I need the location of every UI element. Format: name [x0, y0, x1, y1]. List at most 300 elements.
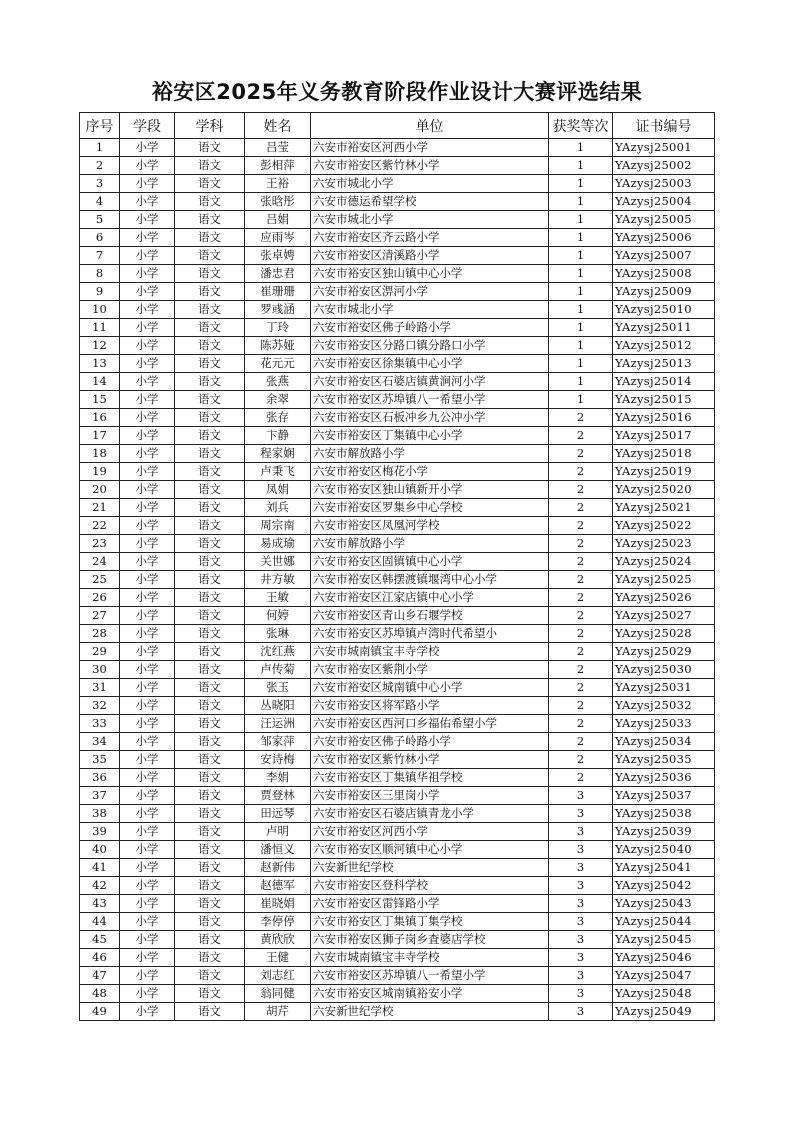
cell-stage: 小学 — [120, 679, 175, 697]
cell-award-level: 2 — [549, 481, 613, 499]
cell-unit: 六安市德运希望学校 — [311, 193, 549, 211]
cell-stage: 小学 — [120, 823, 175, 841]
cell-unit: 六安市裕安区齐云路小学 — [311, 229, 549, 247]
table-row — [80, 625, 715, 643]
table-row — [80, 787, 715, 805]
cell-index: 47 — [80, 967, 120, 985]
cell-unit: 六安市裕安区清溪路小学 — [311, 247, 549, 265]
table-row — [80, 391, 715, 409]
cell-index: 46 — [80, 949, 120, 967]
cell-name: 潘恒义 — [245, 841, 311, 859]
cell-stage: 小学 — [120, 733, 175, 751]
cell-stage: 小学 — [120, 247, 175, 265]
cell-index: 12 — [80, 337, 120, 355]
table-row — [80, 211, 715, 229]
cell-unit: 六安市裕安区紫荆小学 — [311, 661, 549, 679]
cell-index: 49 — [80, 1003, 120, 1021]
table-row — [80, 517, 715, 535]
cell-award-level: 2 — [549, 499, 613, 517]
cell-name: 丛晓阳 — [245, 697, 311, 715]
cell-certificate-number: YAzysj25003 — [613, 175, 715, 193]
cell-unit: 六安市城北小学 — [311, 211, 549, 229]
table-row — [80, 229, 715, 247]
cell-index: 21 — [80, 499, 120, 517]
cell-stage: 小学 — [120, 391, 175, 409]
table-row — [80, 553, 715, 571]
table-row — [80, 265, 715, 283]
cell-certificate-number: YAzysj25019 — [613, 463, 715, 481]
cell-stage: 小学 — [120, 985, 175, 1003]
cell-subject: 语文 — [175, 913, 245, 931]
page-title: 裕安区2025年义务教育阶段作业设计大赛评选结果 — [151, 80, 643, 104]
cell-certificate-number: YAzysj25017 — [613, 427, 715, 445]
cell-unit: 六安市裕安区顺河镇中心小学 — [311, 841, 549, 859]
cell-subject: 语文 — [175, 535, 245, 553]
cell-award-level: 3 — [549, 859, 613, 877]
table-row — [80, 607, 715, 625]
table-row — [80, 661, 715, 679]
cell-name: 崔珊珊 — [245, 283, 311, 301]
cell-unit: 六安市裕安区登科学校 — [311, 877, 549, 895]
cell-stage: 小学 — [120, 859, 175, 877]
cell-index: 35 — [80, 751, 120, 769]
cell-subject: 语文 — [175, 967, 245, 985]
cell-stage: 小学 — [120, 535, 175, 553]
table-row — [80, 427, 715, 445]
cell-certificate-number: YAzysj25007 — [613, 247, 715, 265]
table-row — [80, 895, 715, 913]
cell-unit: 六安市裕安区丁集镇中心小学 — [311, 427, 549, 445]
header-unit: 单位 — [311, 113, 549, 139]
cell-index: 14 — [80, 373, 120, 391]
cell-award-level: 2 — [549, 553, 613, 571]
cell-stage: 小学 — [120, 319, 175, 337]
table-row — [80, 751, 715, 769]
cell-stage: 小学 — [120, 553, 175, 571]
cell-award-level: 2 — [549, 643, 613, 661]
cell-subject: 语文 — [175, 481, 245, 499]
cell-unit: 六安市城南镇宝丰寺学校 — [311, 643, 549, 661]
table-row — [80, 967, 715, 985]
cell-stage: 小学 — [120, 355, 175, 373]
cell-stage: 小学 — [120, 445, 175, 463]
cell-name: 井方敏 — [245, 571, 311, 589]
cell-name: 潘忠君 — [245, 265, 311, 283]
cell-award-level: 2 — [549, 751, 613, 769]
cell-stage: 小学 — [120, 589, 175, 607]
cell-unit: 六安市裕安区固镇镇中心小学 — [311, 553, 549, 571]
cell-award-level: 1 — [549, 211, 613, 229]
cell-subject: 语文 — [175, 445, 245, 463]
cell-certificate-number: YAzysj25034 — [613, 733, 715, 751]
cell-subject: 语文 — [175, 211, 245, 229]
cell-certificate-number: YAzysj25044 — [613, 913, 715, 931]
cell-subject: 语文 — [175, 985, 245, 1003]
cell-index: 41 — [80, 859, 120, 877]
cell-award-level: 1 — [549, 193, 613, 211]
cell-certificate-number: YAzysj25043 — [613, 895, 715, 913]
cell-award-level: 1 — [549, 265, 613, 283]
cell-subject: 语文 — [175, 139, 245, 157]
cell-index: 38 — [80, 805, 120, 823]
cell-name: 彭相萍 — [245, 157, 311, 175]
cell-certificate-number: YAzysj25026 — [613, 589, 715, 607]
cell-subject: 语文 — [175, 265, 245, 283]
table-row — [80, 319, 715, 337]
cell-stage: 小学 — [120, 877, 175, 895]
cell-unit: 六安市裕安区石婆店镇青龙小学 — [311, 805, 549, 823]
cell-name: 王裕 — [245, 175, 311, 193]
cell-subject: 语文 — [175, 589, 245, 607]
cell-unit: 六安市裕安区青山乡石堰学校 — [311, 607, 549, 625]
cell-unit: 六安市裕安区紫竹林小学 — [311, 751, 549, 769]
cell-award-level: 3 — [549, 967, 613, 985]
cell-stage: 小学 — [120, 895, 175, 913]
cell-certificate-number: YAzysj25027 — [613, 607, 715, 625]
cell-unit: 六安市裕安区分路口镇分路口小学 — [311, 337, 549, 355]
cell-unit: 六安市裕安区河西小学 — [311, 139, 549, 157]
cell-award-level: 2 — [549, 535, 613, 553]
cell-unit: 六安市裕安区梅花小学 — [311, 463, 549, 481]
cell-certificate-number: YAzysj25013 — [613, 355, 715, 373]
table-row — [80, 985, 715, 1003]
cell-stage: 小学 — [120, 805, 175, 823]
cell-subject: 语文 — [175, 931, 245, 949]
cell-subject: 语文 — [175, 751, 245, 769]
cell-stage: 小学 — [120, 931, 175, 949]
cell-certificate-number: YAzysj25024 — [613, 553, 715, 571]
cell-name: 应雨岑 — [245, 229, 311, 247]
cell-name: 何婷 — [245, 607, 311, 625]
cell-name: 罗彧涵 — [245, 301, 311, 319]
cell-name: 周宗南 — [245, 517, 311, 535]
cell-certificate-number: YAzysj25031 — [613, 679, 715, 697]
cell-index: 7 — [80, 247, 120, 265]
cell-name: 赵德军 — [245, 877, 311, 895]
cell-index: 18 — [80, 445, 120, 463]
cell-award-level: 1 — [549, 229, 613, 247]
cell-index: 26 — [80, 589, 120, 607]
cell-unit: 六安市裕安区城南镇裕安小学 — [311, 985, 549, 1003]
cell-stage: 小学 — [120, 409, 175, 427]
cell-subject: 语文 — [175, 373, 245, 391]
table-row — [80, 247, 715, 265]
cell-subject: 语文 — [175, 859, 245, 877]
cell-certificate-number: YAzysj25030 — [613, 661, 715, 679]
cell-subject: 语文 — [175, 697, 245, 715]
cell-stage: 小学 — [120, 373, 175, 391]
cell-unit: 六安市裕安区将军路小学 — [311, 697, 549, 715]
cell-award-level: 3 — [549, 823, 613, 841]
cell-name: 田远琴 — [245, 805, 311, 823]
cell-unit: 六安市城北小学 — [311, 301, 549, 319]
cell-certificate-number: YAzysj25047 — [613, 967, 715, 985]
table-row — [80, 823, 715, 841]
cell-unit: 六安市解放路小学 — [311, 535, 549, 553]
table-row — [80, 193, 715, 211]
cell-award-level: 2 — [549, 607, 613, 625]
cell-stage: 小学 — [120, 427, 175, 445]
table-row — [80, 499, 715, 517]
cell-subject: 语文 — [175, 787, 245, 805]
cell-certificate-number: YAzysj25036 — [613, 769, 715, 787]
cell-name: 吕莹 — [245, 139, 311, 157]
cell-unit: 六安新世纪学校 — [311, 859, 549, 877]
cell-index: 13 — [80, 355, 120, 373]
cell-subject: 语文 — [175, 391, 245, 409]
cell-certificate-number: YAzysj25025 — [613, 571, 715, 589]
table-row — [80, 1003, 715, 1021]
cell-index: 23 — [80, 535, 120, 553]
cell-award-level: 2 — [549, 427, 613, 445]
cell-award-level: 1 — [549, 139, 613, 157]
cell-index: 34 — [80, 733, 120, 751]
cell-unit: 六安市裕安区石婆店镇黄涧河小学 — [311, 373, 549, 391]
cell-index: 15 — [80, 391, 120, 409]
cell-award-level: 3 — [549, 877, 613, 895]
cell-certificate-number: YAzysj25011 — [613, 319, 715, 337]
cell-stage: 小学 — [120, 229, 175, 247]
cell-stage: 小学 — [120, 625, 175, 643]
cell-unit: 六安市裕安区苏埠镇卢湾时代希望小 — [311, 625, 549, 643]
cell-index: 9 — [80, 283, 120, 301]
cell-unit: 六安市裕安区西河口乡福佑希望小学 — [311, 715, 549, 733]
cell-subject: 语文 — [175, 571, 245, 589]
cell-subject: 语文 — [175, 841, 245, 859]
cell-index: 48 — [80, 985, 120, 1003]
cell-award-level: 3 — [549, 1003, 613, 1021]
cell-certificate-number: YAzysj25010 — [613, 301, 715, 319]
table-row — [80, 535, 715, 553]
cell-index: 29 — [80, 643, 120, 661]
table-row — [80, 301, 715, 319]
cell-certificate-number: YAzysj25001 — [613, 139, 715, 157]
cell-name: 卢秉飞 — [245, 463, 311, 481]
cell-subject: 语文 — [175, 625, 245, 643]
cell-certificate-number: YAzysj25040 — [613, 841, 715, 859]
cell-name: 余翠 — [245, 391, 311, 409]
cell-stage: 小学 — [120, 841, 175, 859]
cell-subject: 语文 — [175, 229, 245, 247]
cell-stage: 小学 — [120, 337, 175, 355]
cell-stage: 小学 — [120, 913, 175, 931]
cell-award-level: 1 — [549, 319, 613, 337]
cell-name: 张卓娉 — [245, 247, 311, 265]
cell-certificate-number: YAzysj25032 — [613, 697, 715, 715]
cell-name: 王敏 — [245, 589, 311, 607]
cell-stage: 小学 — [120, 301, 175, 319]
cell-award-level: 1 — [549, 337, 613, 355]
header-certificate-number: 证书编号 — [613, 113, 715, 139]
cell-index: 3 — [80, 175, 120, 193]
cell-award-level: 3 — [549, 805, 613, 823]
cell-certificate-number: YAzysj25020 — [613, 481, 715, 499]
cell-name: 张晗彤 — [245, 193, 311, 211]
cell-subject: 语文 — [175, 427, 245, 445]
table-row — [80, 841, 715, 859]
cell-name: 贾登林 — [245, 787, 311, 805]
cell-unit: 六安市裕安区淠河小学 — [311, 283, 549, 301]
cell-index: 6 — [80, 229, 120, 247]
cell-subject: 语文 — [175, 1003, 245, 1021]
cell-award-level: 3 — [549, 913, 613, 931]
table-row — [80, 589, 715, 607]
cell-unit: 六安市裕安区佛子岭路小学 — [311, 319, 549, 337]
cell-index: 1 — [80, 139, 120, 157]
cell-subject: 语文 — [175, 283, 245, 301]
cell-index: 24 — [80, 553, 120, 571]
cell-index: 39 — [80, 823, 120, 841]
cell-stage: 小学 — [120, 1003, 175, 1021]
cell-name: 花元元 — [245, 355, 311, 373]
cell-stage: 小学 — [120, 697, 175, 715]
table-row — [80, 697, 715, 715]
cell-subject: 语文 — [175, 301, 245, 319]
cell-award-level: 2 — [549, 661, 613, 679]
cell-unit: 六安市裕安区韩摆渡镇堰湾中心小学 — [311, 571, 549, 589]
cell-index: 11 — [80, 319, 120, 337]
cell-name: 关世娜 — [245, 553, 311, 571]
cell-name: 陈苏娅 — [245, 337, 311, 355]
cell-certificate-number: YAzysj25045 — [613, 931, 715, 949]
table-row — [80, 931, 715, 949]
cell-certificate-number: YAzysj25042 — [613, 877, 715, 895]
cell-subject: 语文 — [175, 355, 245, 373]
cell-subject: 语文 — [175, 247, 245, 265]
cell-certificate-number: YAzysj25028 — [613, 625, 715, 643]
cell-award-level: 2 — [549, 445, 613, 463]
cell-subject: 语文 — [175, 409, 245, 427]
cell-award-level: 3 — [549, 787, 613, 805]
cell-stage: 小学 — [120, 751, 175, 769]
cell-name: 卢传菊 — [245, 661, 311, 679]
cell-award-level: 1 — [549, 301, 613, 319]
table-row — [80, 643, 715, 661]
cell-name: 卞静 — [245, 427, 311, 445]
cell-subject: 语文 — [175, 157, 245, 175]
table-row — [80, 859, 715, 877]
header-row — [80, 113, 715, 139]
cell-unit: 六安市裕安区徐集镇中心小学 — [311, 355, 549, 373]
table-row — [80, 769, 715, 787]
table-row — [80, 733, 715, 751]
cell-award-level: 2 — [549, 715, 613, 733]
table-row — [80, 283, 715, 301]
cell-stage: 小学 — [120, 283, 175, 301]
cell-name: 胡芹 — [245, 1003, 311, 1021]
cell-index: 19 — [80, 463, 120, 481]
cell-name: 汪运洲 — [245, 715, 311, 733]
table-row — [80, 949, 715, 967]
cell-certificate-number: YAzysj25022 — [613, 517, 715, 535]
cell-name: 凤娟 — [245, 481, 311, 499]
cell-index: 17 — [80, 427, 120, 445]
cell-certificate-number: YAzysj25048 — [613, 985, 715, 1003]
cell-name: 赵新伟 — [245, 859, 311, 877]
header-subject: 学科 — [175, 113, 245, 139]
cell-certificate-number: YAzysj25041 — [613, 859, 715, 877]
table-row — [80, 355, 715, 373]
cell-subject: 语文 — [175, 877, 245, 895]
cell-stage: 小学 — [120, 607, 175, 625]
table-row — [80, 409, 715, 427]
cell-award-level: 3 — [549, 841, 613, 859]
table-row — [80, 175, 715, 193]
table-row — [80, 571, 715, 589]
cell-subject: 语文 — [175, 499, 245, 517]
table-row — [80, 337, 715, 355]
cell-unit: 六安市裕安区丁集镇华祖学校 — [311, 769, 549, 787]
cell-unit: 六安市裕安区独山镇中心小学 — [311, 265, 549, 283]
cell-index: 5 — [80, 211, 120, 229]
cell-name: 程家娴 — [245, 445, 311, 463]
cell-name: 王健 — [245, 949, 311, 967]
cell-name: 安诗梅 — [245, 751, 311, 769]
cell-stage: 小学 — [120, 661, 175, 679]
cell-index: 27 — [80, 607, 120, 625]
cell-index: 31 — [80, 679, 120, 697]
cell-stage: 小学 — [120, 499, 175, 517]
cell-certificate-number: YAzysj25009 — [613, 283, 715, 301]
cell-name: 张玉 — [245, 679, 311, 697]
cell-certificate-number: YAzysj25023 — [613, 535, 715, 553]
cell-stage: 小学 — [120, 193, 175, 211]
cell-subject: 语文 — [175, 805, 245, 823]
cell-award-level: 1 — [549, 247, 613, 265]
cell-index: 16 — [80, 409, 120, 427]
cell-subject: 语文 — [175, 733, 245, 751]
cell-stage: 小学 — [120, 517, 175, 535]
cell-name: 刘兵 — [245, 499, 311, 517]
cell-name: 易成瑜 — [245, 535, 311, 553]
cell-certificate-number: YAzysj25012 — [613, 337, 715, 355]
cell-stage: 小学 — [120, 463, 175, 481]
cell-index: 20 — [80, 481, 120, 499]
cell-name: 黄欣欣 — [245, 931, 311, 949]
cell-unit: 六安市裕安区江家店镇中心小学 — [311, 589, 549, 607]
cell-stage: 小学 — [120, 157, 175, 175]
cell-name: 张存 — [245, 409, 311, 427]
cell-index: 25 — [80, 571, 120, 589]
cell-index: 32 — [80, 697, 120, 715]
cell-unit: 六安市裕安区三里岗小学 — [311, 787, 549, 805]
cell-certificate-number: YAzysj25033 — [613, 715, 715, 733]
cell-index: 8 — [80, 265, 120, 283]
cell-name: 李停停 — [245, 913, 311, 931]
cell-name: 沈红燕 — [245, 643, 311, 661]
cell-subject: 语文 — [175, 679, 245, 697]
cell-index: 44 — [80, 913, 120, 931]
header-award-level: 获奖等次 — [549, 113, 613, 139]
cell-certificate-number: YAzysj25037 — [613, 787, 715, 805]
header-index: 序号 — [80, 113, 120, 139]
cell-award-level: 1 — [549, 355, 613, 373]
cell-unit: 六安市裕安区狮子岗乡査婆店学校 — [311, 931, 549, 949]
cell-unit: 六安市裕安区丁集镇丁集学校 — [311, 913, 549, 931]
cell-name: 刘志红 — [245, 967, 311, 985]
cell-subject: 语文 — [175, 319, 245, 337]
cell-award-level: 3 — [549, 985, 613, 1003]
cell-award-level: 2 — [549, 463, 613, 481]
cell-index: 2 — [80, 157, 120, 175]
cell-name: 吕娟 — [245, 211, 311, 229]
cell-certificate-number: YAzysj25046 — [613, 949, 715, 967]
cell-name: 翁同健 — [245, 985, 311, 1003]
cell-subject: 语文 — [175, 823, 245, 841]
cell-unit: 六安市城南镇宝丰寺学校 — [311, 949, 549, 967]
cell-award-level: 3 — [549, 895, 613, 913]
cell-subject: 语文 — [175, 715, 245, 733]
